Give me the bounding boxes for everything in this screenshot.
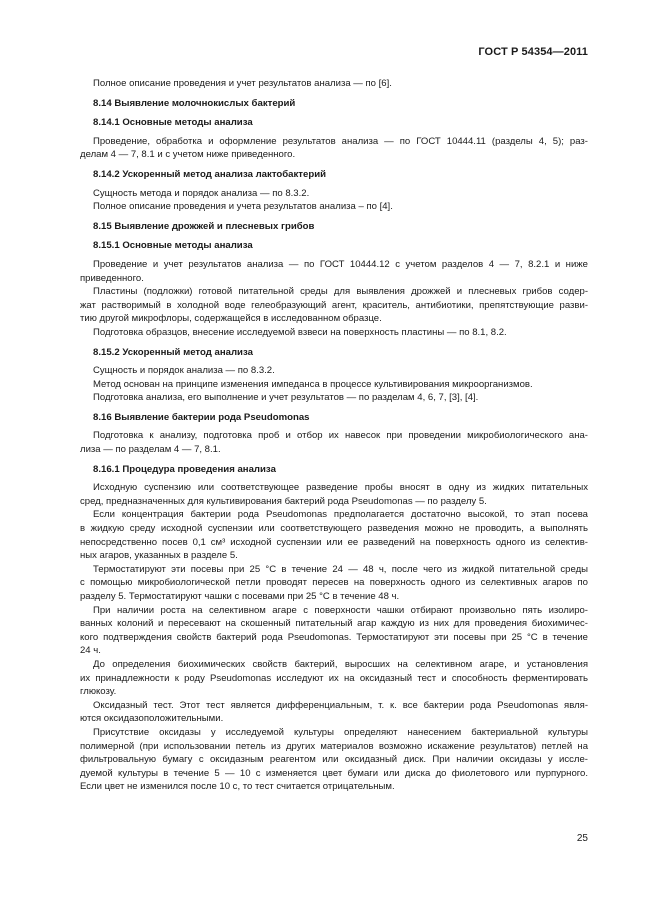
paragraph-line: Оксидазный тест. Этот тест является дифференциальным, т. к. все бактерии рода Pseudomonas явля-	[93, 699, 588, 711]
paragraph-line: До определения биохимических свойств бактерий, выросших на селективном агаре, и установления	[93, 658, 588, 670]
paragraph-line: полимерной (при использовании петель из других материалов возможно искажение результатов) петлей на	[80, 740, 588, 752]
paragraph-line: дуемой культуры в течение 5 — 10 с изменяется цвет бумаги или диска до фиолетового или пурпурного.	[80, 767, 588, 779]
section-heading: 8.14.1 Основные методы анализа	[93, 117, 253, 129]
paragraph-line: глюкозу.	[80, 686, 117, 698]
section-heading: 8.15 Выявление дрожжей и плесневых грибов	[93, 220, 315, 232]
paragraph-line: непосредственно посев 0,1 см³ исходной суспензии или ее разведений на поверхность одного из селектив-	[80, 536, 588, 548]
paragraph-line: с помощью микробиологической петли проводят пересев на поверхность одного из селективных агаров по	[80, 577, 588, 589]
paragraph-line: Пластины (подложки) готовой питательной среды для выявления дрожжей и плесневых грибов содер-	[93, 286, 588, 298]
paragraph	[80, 135, 588, 162]
paragraph-line: Полное описание проведения и учета результатов анализа – по [4].	[93, 201, 393, 213]
paragraph-line: фильтровальную бумагу с оксидазным реагентом или оксидазный диск. При наличии оксидазы у иссле-	[80, 754, 588, 766]
paragraph-line: Если концентрация бактерии рода Pseudomonas предполагается достаточно высокой, то этап посева	[93, 509, 588, 521]
paragraph-line: в жидкую среду исходной суспензии или соответствующего разведения можно не проводить, а выполнять	[80, 523, 588, 535]
paragraph-line: Проведение и учет результатов анализа — по ГОСТ 10444.12 с учетом разделов 4 — 7, 8.2.1 и ниже	[93, 258, 588, 270]
paragraph-line: Проведение, обработка и оформление результатов анализа — по ГОСТ 10444.11 (разделы 4, 5); раз-	[93, 135, 588, 147]
section-heading: 8.15.2 Ускоренный метод анализа	[93, 346, 253, 358]
paragraph	[80, 481, 588, 508]
paragraph-line: Подготовка образцов, внесение исследуемой взвеси на поверхность пластины — по 8.1, 8.2.	[93, 326, 507, 338]
paragraph	[80, 378, 588, 392]
section-heading: 8.16 Выявление бактерии рода Pseudomonas	[93, 411, 310, 423]
document-header: ГОСТ Р 54354—2011	[478, 46, 588, 58]
paragraph	[80, 699, 588, 726]
paragraph-line: ных агаров, указанных в разделе 5.	[80, 550, 238, 562]
paragraph-line: Исходную суспензию или соответствующее разведение пробы вносят в одну из жидких питательных	[93, 482, 588, 494]
paragraph-line: Сущность метода и порядок анализа — по 8.3.2.	[93, 187, 310, 199]
paragraph-line: 24 ч.	[80, 645, 101, 657]
page-number: 25	[576, 833, 588, 844]
paragraph-line: делам 4 — 7, 8.1 и с учетом ниже приведенного.	[80, 149, 296, 161]
paragraph-line: ются оксидазоположительными.	[80, 713, 224, 725]
paragraph-line: разделу 5. Термостатируют чашки с посевами при 25 °С в течение 48 ч.	[80, 591, 400, 602]
paragraph-line: Подготовка к анализу, подготовка проб и отбор их навесок при проведении микробиологического ана-	[93, 430, 588, 442]
paragraph	[80, 200, 588, 214]
section-heading: 8.14.2 Ускоренный метод анализа лактобактерий	[93, 168, 326, 180]
document-body	[80, 77, 588, 794]
paragraph	[80, 258, 588, 285]
paragraph-line: Термостатируют эти посевы при 25 °С в течение 24 — 48 ч, после чего из жидкой питательной среды	[93, 563, 588, 575]
paragraph	[80, 285, 588, 326]
paragraph	[80, 563, 588, 604]
section-heading: 8.16.1 Процедура проведения анализа	[93, 463, 276, 475]
paragraph	[80, 604, 588, 658]
paragraph-line: Метод основан на принципе изменения импеданса в процессе культивирования микроорганизмов.	[93, 378, 533, 390]
paragraph	[80, 391, 588, 405]
paragraph-line: жат растворимый в холодной воде гелеобразующий агент, краситель, антибиотики, препятствующие разви-	[80, 299, 588, 311]
paragraph-line: Подготовка анализа, его выполнение и учет результатов — по разделам 4, 6, 7, [3], [4].	[93, 392, 479, 404]
paragraph-line: Если цвет не изменился после 10 с, то тест считается отрицательным.	[80, 781, 395, 793]
paragraph	[80, 187, 588, 201]
section-heading: 8.14 Выявление молочнокислых бактерий	[93, 97, 296, 109]
section-heading: 8.15.1 Основные методы анализа	[93, 240, 253, 252]
paragraph-line: их принадлежности к роду Pseudomonas исследуют их на оксидазный тест и способность ферментировать	[80, 672, 588, 684]
paragraph-line: При наличии роста на селективном агаре с поверхности чашки отбирают произвольно пять изолиро-	[93, 604, 588, 616]
paragraph	[80, 364, 588, 378]
paragraph-line: лиза — по разделам 4 — 7, 8.1.	[80, 444, 221, 456]
paragraph-line: тию другой микрофлоры, содержащейся в исследованном образце.	[80, 313, 382, 325]
paragraph	[80, 77, 588, 91]
paragraph	[80, 726, 588, 794]
paragraph-line: приведенного.	[80, 272, 144, 284]
paragraph	[80, 658, 588, 699]
paragraph-line: ванных колоний и пересевают на скошенный питательный агар каждую из них для проведения биохимичес-	[80, 618, 588, 630]
paragraph	[80, 508, 588, 562]
paragraph	[80, 429, 588, 456]
paragraph	[80, 326, 588, 340]
paragraph-line: Сущность и порядок анализа — по 8.3.2.	[93, 365, 275, 377]
paragraph-line: кого подтверждения свойств бактерий рода Pseudomonas. Термостатируют эти посевы при 25 °С в течение	[80, 631, 588, 643]
paragraph-line: Присутствие оксидазы у исследуемой культуры определяют нанесением бактериальной культуры	[93, 726, 588, 738]
paragraph-line: Полное описание проведения и учет результатов анализа — по [6].	[93, 78, 392, 89]
paragraph-line: сред, предназначенных для культивирования бактерий рода Pseudomonas — по разделу 5.	[80, 495, 487, 507]
